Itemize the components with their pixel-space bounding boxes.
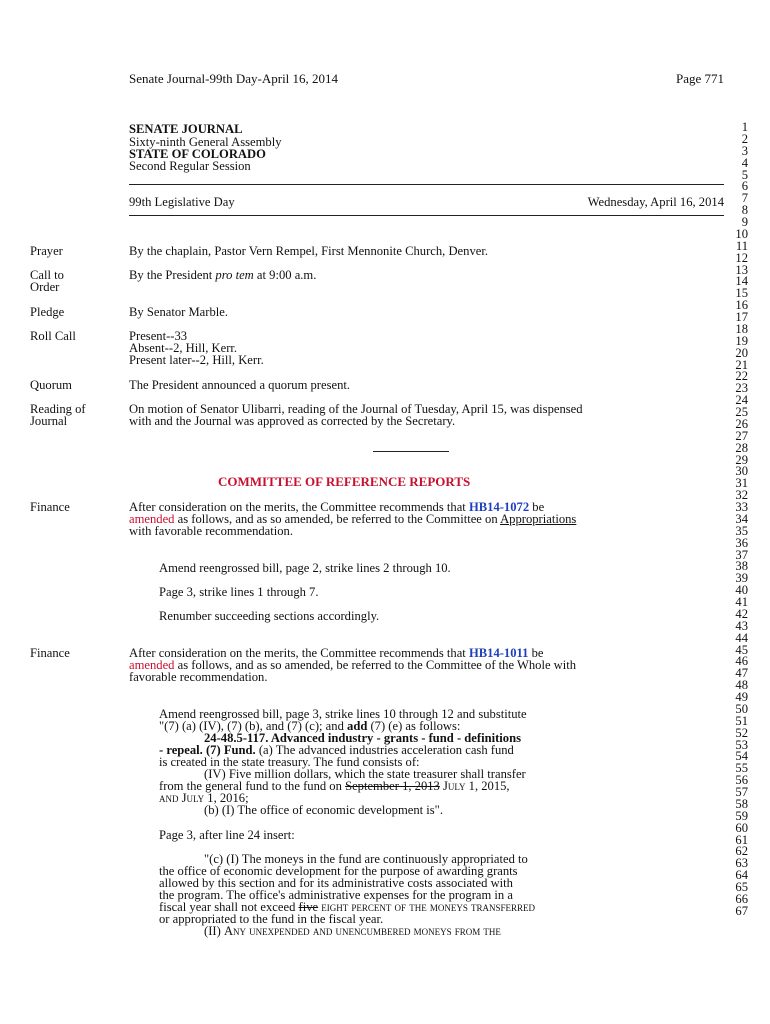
line-number: 14	[735, 274, 748, 289]
amend-line-8: and July 1, 2016;	[159, 791, 249, 805]
report1-amend-3: Renumber succeeding sections accordingly.	[159, 609, 380, 623]
report2-line-3: favorable recommendation.	[129, 670, 268, 684]
bill-link-hb14-1011[interactable]: HB14-1011	[468, 646, 529, 660]
reading-text-2: with and the Journal was approved as corrected by the Secretary.	[129, 414, 456, 428]
line-number: 42	[735, 606, 748, 621]
journal-title: SENATE JOURNAL	[129, 122, 243, 136]
line-number: 29	[735, 452, 748, 467]
line-number: 43	[735, 618, 748, 633]
line-number: 4	[741, 155, 748, 170]
roll-call-label: Roll Call	[30, 329, 76, 343]
line-number: 10	[735, 226, 748, 241]
line-number: 48	[735, 678, 748, 693]
line-number: 3	[741, 143, 748, 158]
insert-line-1: "(c) (I) The moneys in the fund are continuously appropriated to	[204, 852, 528, 866]
line-number: 28	[735, 440, 748, 455]
line-number: 50	[735, 701, 748, 716]
line-number: 61	[735, 832, 748, 847]
line-number: 31	[735, 476, 748, 491]
line-number: 8	[741, 203, 748, 218]
line-number: 32	[735, 488, 748, 503]
legislative-day: 99th Legislative Day	[129, 195, 235, 209]
session-name: Second Regular Session	[129, 159, 251, 173]
line-number: 66	[735, 891, 748, 906]
line-number: 40	[735, 583, 748, 598]
quorum-text: The President announced a quorum present.	[129, 378, 351, 392]
line-number: 2	[741, 131, 748, 146]
line-number: 37	[735, 547, 748, 562]
line-number: 41	[735, 595, 748, 609]
line-number: 21	[735, 357, 748, 372]
line-number: 36	[735, 535, 748, 550]
amend-line-2: "(7) (a) (IV), (7) (b), and (7) (c); and add (7) (e) as follows:	[159, 719, 461, 733]
line-number: 47	[735, 666, 748, 681]
roll-call-present: Present--33	[129, 329, 188, 343]
line-number-column	[735, 122, 748, 918]
section-divider	[373, 451, 449, 452]
prayer-text: By the chaplain, Pastor Vern Rempel, First Mennonite Church, Denver.	[129, 244, 488, 258]
line-number: 27	[735, 428, 748, 443]
day-bar-bottom-rule	[129, 215, 724, 216]
report1-amend-2: Page 3, strike lines 1 through 7.	[159, 585, 319, 599]
insert-line-4: the program. The office's administrative expenses for the program in a	[159, 888, 513, 902]
line-number: 57	[735, 785, 748, 799]
line-number: 19	[735, 333, 748, 348]
prayer-label: Prayer	[30, 244, 63, 258]
line-number: 44	[735, 630, 748, 645]
line-number: 13	[735, 262, 748, 277]
line-number: 39	[735, 571, 748, 586]
line-number: 62	[735, 844, 748, 859]
insert-line-6: or appropriated to the fund in the fiscal year.	[159, 912, 384, 926]
insert-line-3: allowed by this section and for its administrative costs associated with	[159, 876, 513, 890]
line-number: 9	[741, 215, 748, 229]
line-number: 56	[735, 773, 748, 788]
line-number: 22	[735, 369, 748, 384]
line-number: 16	[735, 298, 748, 313]
amend-line-7: from the general fund to the fund on September 1, 2013 July 1, 2015,	[159, 779, 510, 793]
report1-line-2: amended as follows, and as so amended, be referred to the Committee on Appropriations	[129, 512, 577, 526]
line-number: 24	[735, 393, 748, 408]
amend-line-6: (IV) Five million dollars, which the state treasurer shall transfer	[204, 767, 526, 781]
line-number: 25	[735, 405, 748, 419]
line-number: 52	[735, 725, 748, 740]
report1-line-1: After consideration on the merits, the Committee recommends that HB14-1072 be	[129, 500, 545, 514]
report2-label: Finance	[30, 646, 70, 660]
line-number: 58	[735, 796, 748, 811]
running-title: Senate Journal-99th Day-April 16, 2014	[129, 71, 339, 86]
line-number: 65	[735, 880, 748, 894]
report1-line-3: with favorable recommendation.	[129, 524, 294, 538]
line-number: 53	[735, 737, 748, 752]
line-number: 30	[735, 464, 748, 479]
reading-label-2: Journal	[30, 414, 68, 428]
line-number: 51	[735, 713, 748, 728]
call-to-order-label-2: Order	[30, 280, 60, 294]
line-number: 63	[735, 856, 748, 871]
line-number: 67	[735, 903, 748, 918]
pledge-text: By Senator Marble.	[129, 305, 228, 319]
call-to-order-text: By the President pro tem at 9:00 a.m.	[129, 268, 317, 282]
line-number: 34	[735, 511, 748, 526]
amend-line-9: (b) (I) The office of economic development is".	[204, 803, 443, 817]
report2-line-2: amended as follows, and as so amended, be referred to the Committee of the Whole with	[129, 658, 577, 672]
line-number: 23	[735, 381, 748, 396]
report1-amend-1: Amend reengrossed bill, page 2, strike lines 2 through 10.	[159, 561, 451, 575]
amend-line-4: - repeal. (7) Fund. (a) The advanced industries acceleration cash fund	[159, 743, 514, 757]
insert-line-2: the office of economic development for the purpose of awarding grants	[159, 864, 518, 878]
line-number: 60	[735, 820, 748, 835]
roll-call-absent: Absent--2, Hill, Kerr.	[129, 341, 238, 355]
line-number: 15	[735, 286, 748, 301]
roll-call-present-later: Present later--2, Hill, Kerr.	[129, 353, 264, 367]
amend-line-5: is created in the state treasury. The fund consists of:	[159, 755, 420, 769]
line-number: 17	[735, 310, 748, 324]
line-number: 7	[741, 191, 748, 206]
line-number: 20	[735, 345, 748, 360]
line-number: 59	[735, 808, 748, 823]
day-bar-top-rule	[129, 184, 724, 185]
amend-line-1: Amend reengrossed bill, page 3, strike lines 10 through 12 and substitute	[159, 707, 527, 721]
line-number: 45	[735, 642, 748, 657]
line-number: 26	[735, 416, 748, 431]
bill-link-hb14-1072[interactable]: HB14-1072	[468, 500, 530, 514]
committee-heading: COMMITTEE OF REFERENCE REPORTS	[218, 474, 471, 489]
line-number: 54	[735, 749, 748, 764]
insert-line-7: (II) Any unexpended and unencumbered moneys from the	[204, 924, 501, 938]
pledge-label: Pledge	[30, 305, 65, 319]
reading-label-1: Reading of	[30, 402, 86, 416]
amend-line-3: 24-48.5-117. Advanced industry - grants - fund - definitions	[204, 731, 521, 745]
line-number: 49	[735, 690, 748, 704]
line-number: 1	[741, 120, 748, 134]
line-number: 5	[741, 167, 748, 182]
line-number: 38	[735, 559, 748, 574]
session-date: Wednesday, April 16, 2014	[587, 195, 724, 209]
report2-line-1: After consideration on the merits, the Committee recommends that HB14-1011 be	[129, 646, 544, 660]
line-number: 12	[735, 250, 748, 265]
page-number: Page 771	[675, 71, 724, 86]
line-number: 11	[735, 238, 748, 253]
reading-text-1: On motion of Senator Ulibarri, reading of the Journal of Tuesday, April 15, was dispensed	[129, 402, 583, 416]
line-number: 35	[735, 523, 748, 538]
line-number: 33	[735, 500, 748, 514]
line-number: 6	[741, 179, 748, 194]
insert-line-5: fiscal year shall not exceed five eight percent of the moneys transferred	[159, 900, 536, 914]
page3-insert: Page 3, after line 24 insert:	[159, 828, 295, 842]
report1-label: Finance	[30, 500, 70, 514]
assembly-name: Sixty-ninth General Assembly	[129, 135, 282, 149]
line-number: 46	[735, 654, 748, 669]
line-number: 64	[735, 868, 748, 883]
quorum-label: Quorum	[30, 378, 72, 392]
call-to-order-label-1: Call to	[30, 268, 64, 282]
line-number: 18	[735, 321, 748, 336]
state-name: STATE OF COLORADO	[129, 147, 266, 161]
line-number: 55	[735, 761, 748, 776]
